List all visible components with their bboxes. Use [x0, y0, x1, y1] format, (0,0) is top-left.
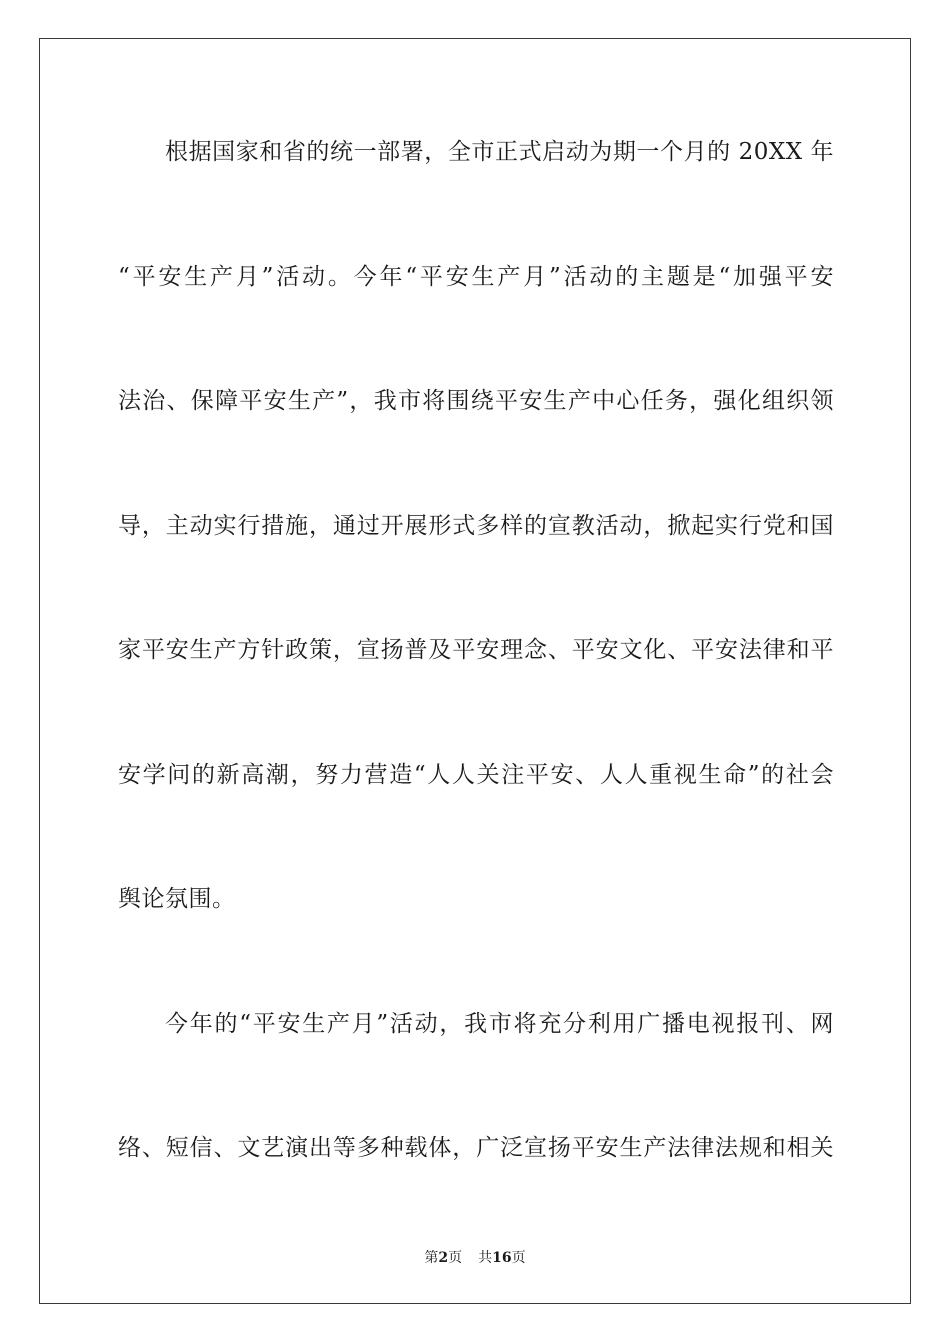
paragraph-1-line-6: 安学问的新高潮，努力营造“人人关注平安、人人重视生命”的社会: [118, 762, 834, 788]
total-suffix: 页: [511, 1250, 526, 1266]
paragraph-1-line-1: 根据国家和省的统一部署，全市正式启动为期一个月的 20XX 年: [165, 139, 834, 165]
page-footer: [0, 1248, 950, 1268]
page-number: 2: [438, 1250, 449, 1266]
paragraph-1-line-3: 法治、保障平安生产”，我市将围绕平安生产中心任务，强化组织领: [118, 388, 834, 414]
paragraph-2-line-1: 今年的“平安生产月”活动，我市将充分利用广播电视报刊、网: [165, 1011, 834, 1037]
paragraph-1-line-7: 舆论氛围。: [118, 886, 236, 912]
total-pages: 16: [492, 1250, 512, 1266]
page-prefix: 第: [424, 1250, 439, 1266]
total-prefix: 共: [478, 1250, 493, 1266]
page-suffix: 页: [448, 1250, 463, 1266]
paragraph-1-line-5: 家平安生产方针政策，宣扬普及平安理念、平安文化、平安法律和平: [118, 637, 834, 663]
page-border: [39, 38, 911, 1304]
paragraph-1-line-2: “平安生产月”活动。今年“平安生产月”活动的主题是“加强平安: [118, 264, 834, 290]
paragraph-1-line-4: 导，主动实行措施，通过开展形式多样的宣教活动，掀起实行党和国: [118, 513, 834, 539]
paragraph-2-line-2: 络、短信、文艺演出等多种载体，广泛宣扬平安生产法律法规和相关: [118, 1135, 834, 1161]
